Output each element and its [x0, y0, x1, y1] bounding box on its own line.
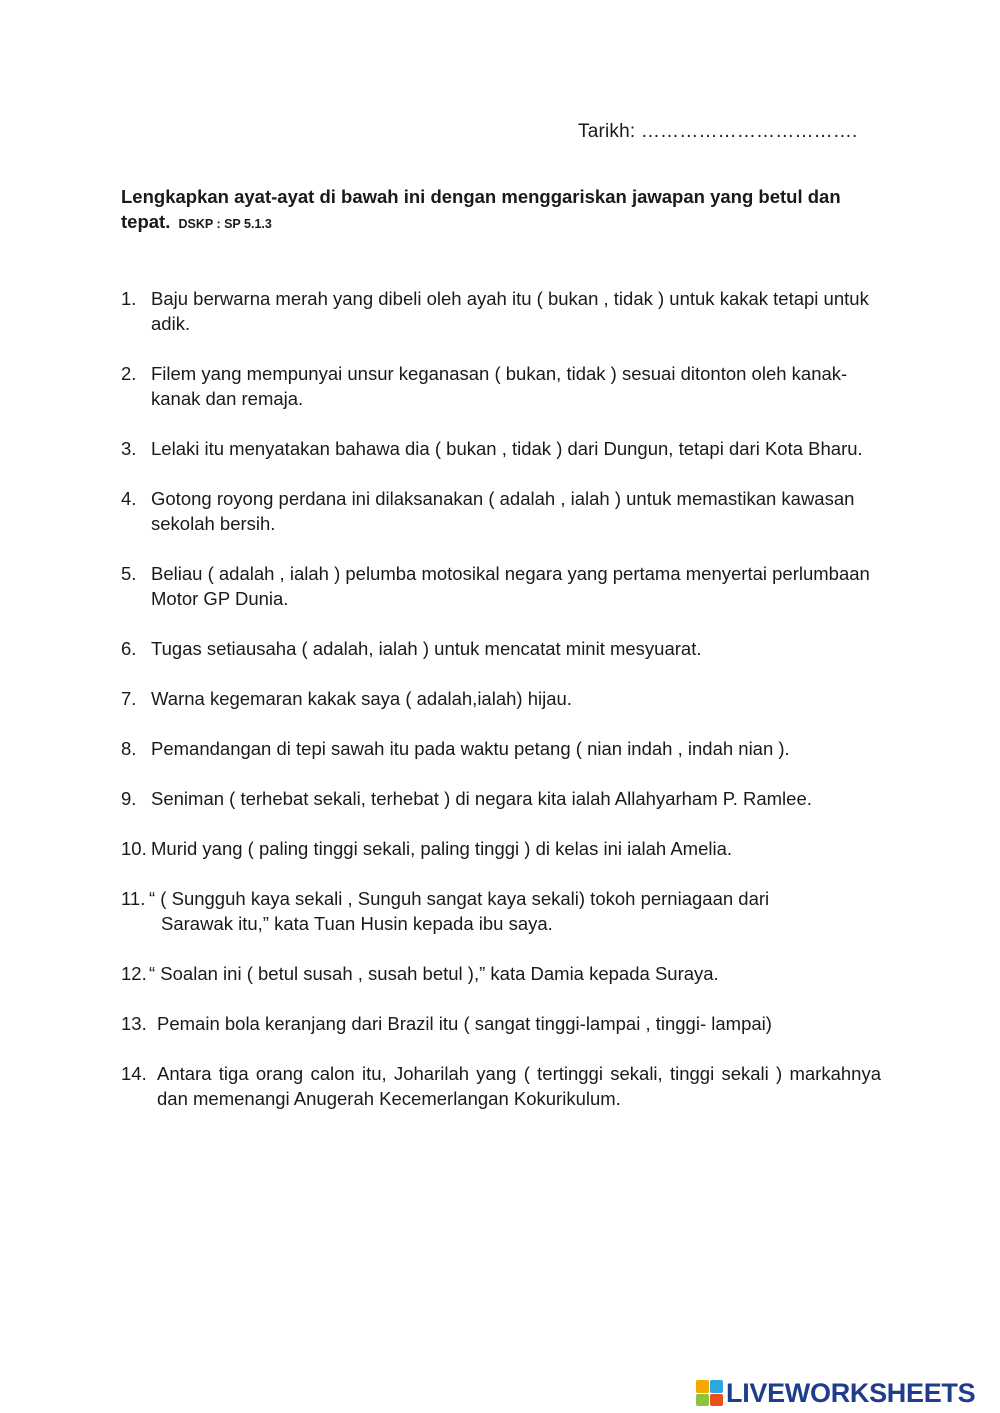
question-number: 5.	[121, 563, 137, 584]
question-14	[121, 1061, 881, 1111]
question-text-line-2: Sarawak itu,” kata Tuan Husin kepada ibu saya.	[161, 913, 553, 934]
question-list	[121, 286, 881, 1136]
question-text: Beliau ( adalah , ialah ) pelumba motosikal negara yang pertama menyertai perlumbaan Motor GP Dunia.	[151, 563, 870, 609]
question-text: Pemandangan di tepi sawah itu pada waktu petang ( nian indah , indah nian ).	[151, 738, 790, 759]
question-number: 12.	[121, 963, 147, 984]
instructions	[121, 184, 881, 237]
question-text: “ Soalan ini ( betul susah , susah betul ),” kata Damia kepada Suraya.	[149, 963, 719, 984]
question-3	[121, 436, 881, 461]
question-number: 13.	[121, 1013, 147, 1034]
question-text: Baju berwarna merah yang dibeli oleh ayah itu ( bukan , tidak ) untuk kakak tetapi untuk adik.	[151, 288, 869, 334]
question-7	[121, 686, 881, 711]
date-line: Tarikh: …………………………….	[578, 121, 858, 142]
question-text: Filem yang mempunyai unsur keganasan ( bukan, tidak ) sesuai ditonton oleh kanak-kanak dan remaja.	[151, 363, 848, 409]
question-number: 7.	[121, 688, 137, 709]
logo-square	[710, 1380, 723, 1393]
instructions-code: DSKP : SP 5.1.3	[178, 217, 272, 231]
question-8	[121, 736, 881, 761]
question-12	[121, 961, 881, 986]
logo-square	[710, 1394, 723, 1407]
question-number: 14.	[121, 1063, 147, 1084]
question-2	[121, 361, 881, 411]
question-number: 3.	[121, 438, 137, 459]
logo-text: LIVEWORKSHEETS	[726, 1377, 976, 1408]
question-4	[121, 486, 881, 536]
question-text: Pemain bola keranjang dari Brazil itu ( sangat tinggi-lampai , tinggi- lampai)	[157, 1013, 772, 1034]
question-text: Gotong royong perdana ini dilaksanakan ( adalah , ialah ) untuk memastikan kawasan sekolah bersih.	[151, 488, 855, 534]
question-number: 6.	[121, 638, 137, 659]
question-text: Seniman ( terhebat sekali, terhebat ) di negara kita ialah Allahyarham P. Ramlee.	[151, 788, 812, 809]
question-number: 1.	[121, 288, 137, 309]
question-number: 11.	[121, 888, 146, 909]
question-10	[121, 836, 881, 861]
question-number: 8.	[121, 738, 137, 759]
question-text-line-1: “ ( Sungguh kaya sekali , Sunguh sangat kaya sekali) tokoh perniagaan dari	[149, 888, 770, 909]
question-5	[121, 561, 881, 611]
question-6	[121, 636, 881, 661]
instructions-text: Lengkapkan ayat-ayat di bawah ini dengan menggariskan jawapan yang betul dan tepat.	[121, 186, 841, 232]
question-number: 9.	[121, 788, 137, 809]
logo-square	[696, 1394, 709, 1407]
question-number: 2.	[121, 363, 137, 384]
question-13	[121, 1011, 881, 1036]
question-text: Lelaki itu menyatakan bahawa dia ( bukan , tidak ) dari Dungun, tetapi dari Kota Bharu.	[151, 438, 863, 459]
question-text: Tugas setiausaha ( adalah, ialah ) untuk mencatat minit mesyuarat.	[151, 638, 702, 659]
liveworksheets-logo-icon	[696, 1380, 723, 1406]
question-text: Warna kegemaran kakak saya ( adalah,ialah) hijau.	[151, 688, 572, 709]
liveworksheets-logo	[696, 1378, 975, 1408]
question-text: Murid yang ( paling tinggi sekali, paling tinggi ) di kelas ini ialah Amelia.	[151, 838, 733, 859]
logo-square	[696, 1380, 709, 1393]
question-1	[121, 286, 881, 336]
question-number: 4.	[121, 488, 137, 509]
question-number: 10.	[121, 838, 147, 859]
question-11	[121, 886, 881, 936]
question-text: Antara tiga orang calon itu, Joharilah yang ( tertinggi sekali, tinggi sekali ) markahnya dan memenangi Anugerah Kecemerlangan Kokurikulum.	[157, 1063, 881, 1109]
question-9	[121, 786, 881, 811]
